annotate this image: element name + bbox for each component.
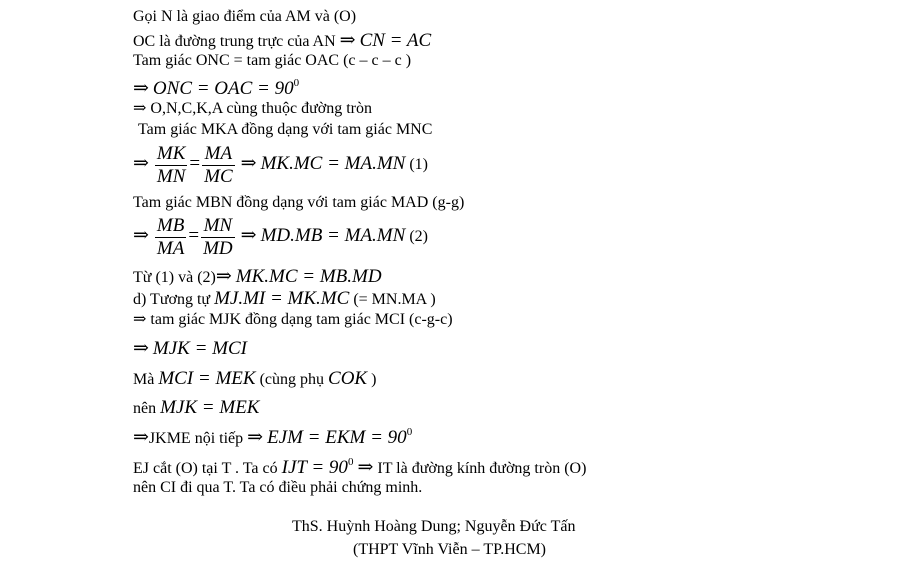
fraction-denominator: MC [204, 165, 233, 187]
implies-symbol: ⇒ [133, 427, 149, 448]
line-3: Tam giác ONC = tam giác OAC (c – c – c ) [133, 52, 412, 69]
line-2-text: OC là đường trung trực của AN [133, 33, 336, 50]
fraction-numerator: MA [202, 143, 235, 166]
implies-symbol: ⇒ [240, 225, 257, 247]
implies-symbol: ⇒ [357, 457, 374, 478]
fraction-mb-ma [155, 215, 186, 260]
fraction-mk-mn [155, 143, 188, 188]
implies-symbol: ⇒ [133, 153, 149, 175]
degree-superscript: 0 [406, 426, 413, 438]
implies-symbol: ⇒ [339, 30, 356, 51]
line-4 [133, 78, 299, 98]
line-15-math: MJK = MEK [160, 397, 260, 418]
line-7 [133, 143, 428, 188]
line-5: ⇒ O,N,C,K,A cùng thuộc đường tròn [133, 100, 372, 117]
line-2 [133, 31, 431, 50]
line-11-math: MJ.MI = MK.MC [214, 288, 350, 309]
line-10-text: Từ (1) và (2) [133, 269, 216, 286]
line-16-math: EJM = EKM = 90 [267, 427, 407, 448]
equals-symbol: = [189, 153, 201, 175]
line-12: ⇒ tam giác MJK đồng dạng tam giác MCI (c-g-c) [133, 311, 453, 328]
fraction-ma-mc [202, 143, 235, 188]
line-17-tail: IT là đường kính đường tròn (O) [377, 460, 587, 477]
equation-tag: (2) [409, 228, 428, 246]
line-10-math: MK.MC = MB.MD [235, 266, 382, 287]
line-8: Tam giác MBN đồng dạng với tam giác MAD (g-g) [133, 194, 465, 211]
implies-symbol: ⇒ [133, 225, 149, 247]
implies-symbol: ⇒ [133, 78, 149, 99]
line-15-text: nên [133, 400, 157, 417]
line-14-mid: (cùng phụ [259, 371, 325, 388]
line-17 [133, 457, 586, 477]
fraction-denominator: MN [156, 165, 186, 187]
line-14-end: ) [371, 371, 377, 388]
author-affiliation: (THPT Vĩnh Viễn – TP.HCM) [353, 541, 546, 558]
line-11 [133, 289, 436, 308]
implies-symbol: ⇒ [247, 427, 264, 448]
line-16-text: JKME nội tiếp [148, 430, 244, 447]
line-17-math: IJT = 90 [281, 457, 348, 478]
line-13-math: MJK = MCI [152, 338, 248, 359]
degree-superscript: 0 [347, 456, 354, 468]
line-14 [133, 369, 376, 388]
equation-tag: (1) [409, 156, 428, 174]
line-7-math: MK.MC = MA.MN [260, 153, 406, 175]
line-2-math: CN = AC [359, 30, 432, 51]
line-17-text: EJ cắt (O) tại T . Ta có [133, 460, 278, 477]
line-11-text: d) Tương tự [133, 291, 211, 308]
author-signature: ThS. Huỳnh Hoàng Dung; Nguyễn Đức Tấn [292, 518, 576, 535]
line-16 [133, 427, 412, 447]
line-11-tail: (= MN.MA ) [353, 291, 436, 308]
line-18: nên CI đi qua T. Ta có điều phải chứng minh. [133, 479, 423, 496]
implies-symbol: ⇒ [133, 338, 149, 359]
fraction-numerator: MN [201, 215, 235, 238]
line-14-math-2: COK [328, 368, 368, 389]
line-15 [133, 398, 259, 417]
line-6: Tam giác MKA đồng dạng với tam giác MNC [138, 121, 433, 138]
degree-superscript: 0 [293, 77, 300, 89]
fraction-denominator: MD [203, 237, 233, 259]
fraction-mn-md [201, 215, 235, 260]
line-1: Gọi N là giao điểm của AM và (O) [133, 8, 357, 25]
fraction-numerator: MB [156, 215, 185, 236]
line-9 [133, 215, 428, 260]
line-9-math: MD.MB = MA.MN [260, 225, 406, 247]
line-14-text: Mà [133, 371, 155, 388]
line-14-math: MCI = MEK [158, 368, 256, 389]
fraction-numerator: MK [156, 143, 186, 164]
line-13 [133, 339, 247, 358]
line-4-math: ONC = OAC = 90 [152, 78, 294, 99]
fraction-denominator: MA [156, 237, 185, 259]
line-10 [133, 267, 382, 286]
equals-symbol: = [188, 225, 200, 247]
implies-symbol: ⇒ [240, 153, 257, 175]
implies-symbol: ⇒ [215, 266, 232, 287]
